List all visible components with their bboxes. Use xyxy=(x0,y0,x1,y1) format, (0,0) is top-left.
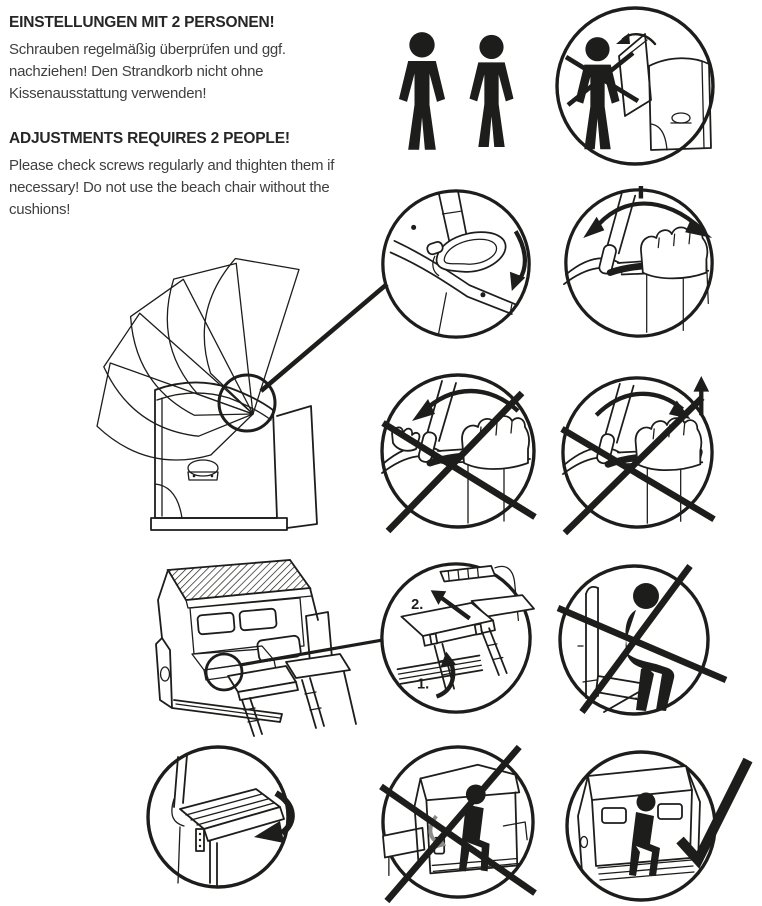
basket-ornament xyxy=(671,113,691,123)
no-hood-recline-while-seated-icon xyxy=(379,743,537,901)
turn-down-arrow xyxy=(510,231,525,291)
detail-highlight-circle xyxy=(206,654,242,690)
hood-latch-loop-detail-icon xyxy=(379,187,533,341)
hood-recline-positions-drawing xyxy=(25,248,395,540)
hood-fan xyxy=(79,240,319,492)
no-pull-latch-icon xyxy=(378,371,538,531)
step-2-label: 2. xyxy=(411,596,424,613)
footstool-front xyxy=(228,666,298,736)
two-persons-icon xyxy=(393,31,519,152)
step-1-label: 1. xyxy=(417,676,430,693)
basket-ornament xyxy=(188,460,218,480)
no-lift-by-handle-icon xyxy=(559,374,716,531)
beach-chair-side xyxy=(649,58,711,150)
hand-swing-handle-icon xyxy=(562,186,716,340)
instruction-text xyxy=(9,14,359,246)
person-pictogram-2 xyxy=(464,31,519,152)
correct-seating-check-icon xyxy=(564,746,760,904)
lift-up-arrow xyxy=(693,376,709,415)
chair-side-frame xyxy=(172,755,187,883)
footrest-unfold-steps-icon xyxy=(378,560,534,716)
loop-handle xyxy=(426,232,506,275)
beach-chair-with-footrests-drawing xyxy=(140,558,385,740)
heading-english: ADJUSTMENTS REQUIRES 2 PEOPLE! xyxy=(9,130,290,147)
person-pictogram-1 xyxy=(393,31,451,152)
gripping-fist xyxy=(641,227,707,278)
detail-connector-line xyxy=(261,284,387,391)
footrest-fold-detail-icon xyxy=(144,743,292,891)
swing-both-ways-arrow xyxy=(583,204,712,238)
gripping-fist xyxy=(636,418,702,470)
heading-german: EINSTELLUNGEN MIT 2 PERSONEN! xyxy=(9,14,275,31)
hood-flap xyxy=(619,34,651,116)
body-german: Schrauben regelmäßig überprüfen und ggf. nachziehen! Den Strandkorb nicht ohne Kissenausstattung verwenden! xyxy=(9,41,286,102)
no-single-person-hood-adjust-icon xyxy=(553,4,717,168)
no-sitting-on-footrest-icon xyxy=(556,562,728,718)
body-english: Please check screws regularly and thighten them if necessary! Do not use the beach chair without the cushions! xyxy=(9,157,335,218)
